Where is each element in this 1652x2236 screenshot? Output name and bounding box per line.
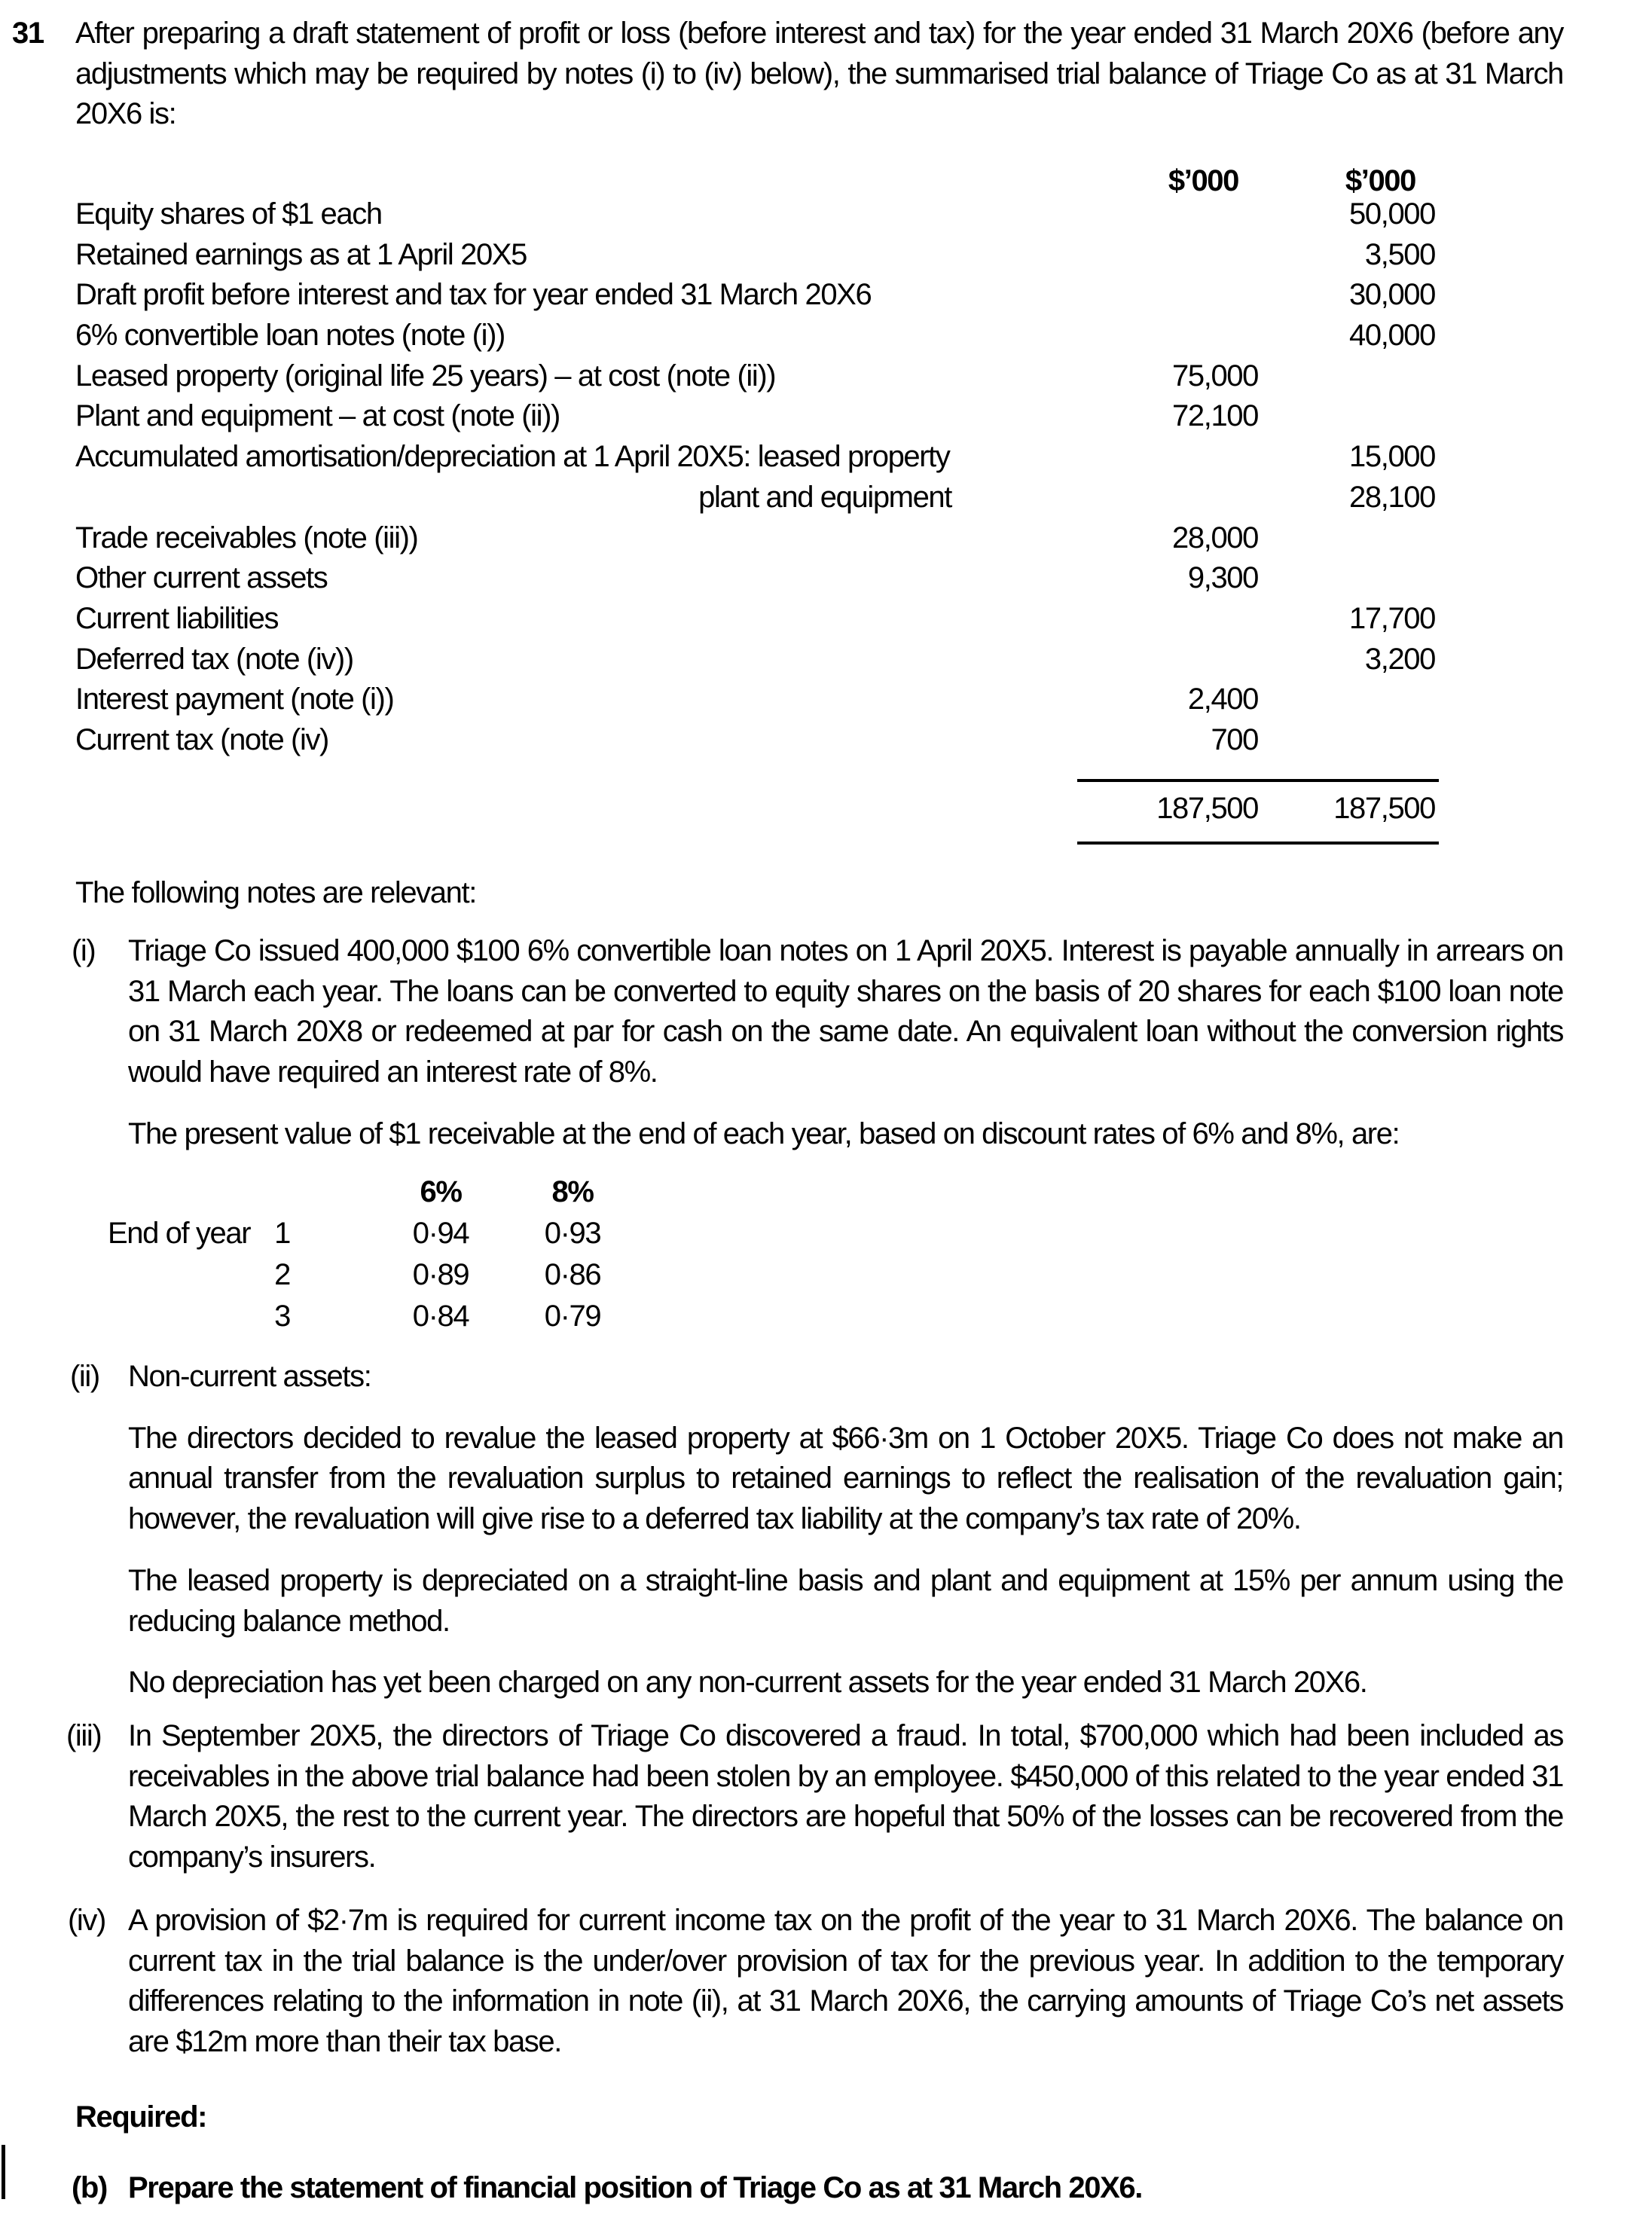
pv-year: 1 xyxy=(274,1217,290,1250)
pv-year: 3 xyxy=(274,1300,290,1333)
note-ii-label: (ii) xyxy=(70,1360,99,1393)
debit-value xyxy=(1070,640,1258,680)
debit-value: 72,100 xyxy=(1172,399,1258,433)
note-paragraph: The directors decided to revalue the leased property at $66·3m on 1 October 20X5. Triage Co does not make an annual transfer from the revaluation surplus to retained earnings to reflect the realisation of the revaluation gain; however, the revaluation will give rise to a deferred tax liability at the company’s tax rate of 20%. xyxy=(128,1421,1563,1536)
account-label: Leased property (original life 25 years) – at cost (note (ii)) xyxy=(75,359,776,393)
note-paragraph: Non-current assets: xyxy=(128,1360,371,1393)
debit-value xyxy=(1070,194,1258,235)
note-paragraph: The present value of $1 receivable at the end of each year, based on discount rates of 6% and 8%, are: xyxy=(128,1116,1400,1150)
total-rule xyxy=(1258,779,1439,782)
debit-value xyxy=(1070,316,1258,356)
note-paragraph: In September 20X5, the directors of Triage Co discovered a fraud. In total, $700,000 which had been included as receivables in the above trial balance had been stolen by an employee. $450,000 of this related to the year ended 31 March 20X5, the rest to the current year. The directors are hopeful that 50% of the losses can be recovered from the company’s insurers. xyxy=(128,1719,1563,1874)
required-item-text: Prepare the statement of financial position of Triage Co as at 31 March 20X6. xyxy=(128,2171,1142,2204)
trial-balance-row xyxy=(75,316,1435,356)
note-i xyxy=(0,931,1563,1155)
debit-value: 700 xyxy=(1211,722,1258,756)
totals-spacer xyxy=(75,789,1070,829)
required-heading: Required: xyxy=(75,2100,207,2134)
note-i-label: (i) xyxy=(72,934,96,967)
account-label: Plant and equipment – at cost (note (ii)) xyxy=(75,399,560,433)
question-intro: After preparing a draft statement of profit or loss (before interest and tax) for the year ended 31 March 20X6 (before any adjustments which may be required by notes (i) to (iv) below), the summarised trial balance of Triage Co as at 31 March 20X6 is: xyxy=(75,17,1563,131)
note-paragraph: No depreciation has yet been charged on any non-current assets for the year ended 31 March 20X6. xyxy=(128,1666,1367,1700)
credit-value: 28,100 xyxy=(1349,480,1435,514)
account-label: Trade receivables (note (iii)) xyxy=(75,521,418,554)
account-label: Equity shares of $1 each xyxy=(75,197,382,231)
notes-intro: The following notes are relevant: xyxy=(75,876,476,909)
account-label: Current liabilities xyxy=(75,601,279,635)
credit-value xyxy=(1258,356,1435,397)
trial-balance-row xyxy=(75,680,1435,720)
debit-value: 28,000 xyxy=(1172,521,1258,554)
credit-value: 17,700 xyxy=(1349,601,1435,635)
debit-column-header: $’000 xyxy=(1168,164,1238,197)
debit-value: 9,300 xyxy=(1187,561,1258,595)
note-iii-label: (iii) xyxy=(66,1719,102,1752)
rule-spacer xyxy=(75,842,1070,845)
credit-value: 50,000 xyxy=(1349,197,1435,231)
credit-value xyxy=(1258,558,1435,599)
pv-value-6pct: 0·89 xyxy=(412,1258,469,1291)
note-ii-body xyxy=(128,1357,1563,1703)
account-label: Current tax (note (iv) xyxy=(75,722,328,756)
credit-value xyxy=(1258,518,1435,559)
debit-rule-cell xyxy=(1070,842,1258,845)
totals-bottom-rule-row xyxy=(75,842,1435,845)
pv-value-8pct: 0·86 xyxy=(544,1258,601,1291)
total-rule xyxy=(1258,842,1439,845)
trial-balance-table xyxy=(75,194,1435,845)
note-iii-body xyxy=(128,1716,1563,1878)
rule-spacer xyxy=(75,779,1070,782)
required-item-label: (b) xyxy=(72,2171,107,2204)
pv-value-8pct: 0·93 xyxy=(544,1217,601,1250)
credit-rule-cell xyxy=(1258,842,1435,845)
trial-balance-totals-row xyxy=(75,789,1435,829)
trial-balance-row xyxy=(75,599,1435,640)
note-ii xyxy=(0,1357,1563,1703)
trial-balance-row xyxy=(75,396,1435,437)
note-paragraph: The leased property is depreciated on a straight-line basis and plant and equipment at 15% per annum using the reducing balance method. xyxy=(128,1563,1563,1638)
pv-value-6pct: 0·94 xyxy=(412,1217,469,1250)
trial-balance-row xyxy=(75,437,1435,478)
trial-balance-row xyxy=(75,194,1435,235)
account-label: 6% convertible loan notes (note (i)) xyxy=(75,319,505,353)
debit-value xyxy=(1070,478,1258,518)
debit-value xyxy=(1070,599,1258,640)
pv-value-6pct: 0·84 xyxy=(412,1300,469,1333)
debit-value xyxy=(1070,275,1258,316)
trial-balance-row xyxy=(75,518,1435,559)
required-item-b xyxy=(0,2168,1563,2209)
pv-row-label: End of year xyxy=(108,1217,251,1250)
credit-rule-cell xyxy=(1258,779,1435,782)
credit-value xyxy=(1258,720,1435,761)
credit-value: 3,200 xyxy=(1364,642,1435,676)
total-rule xyxy=(1077,779,1258,782)
pv-value-8pct: 0·79 xyxy=(544,1300,601,1333)
debit-value xyxy=(1070,437,1258,478)
account-label: Interest payment (note (i)) xyxy=(75,683,394,716)
margin-change-bar xyxy=(2,2145,5,2199)
account-label: Deferred tax (note (iv)) xyxy=(75,642,353,676)
credit-value xyxy=(1258,396,1435,437)
trial-balance-row xyxy=(75,356,1435,397)
credit-value xyxy=(1258,680,1435,720)
note-i-body xyxy=(128,931,1563,1155)
total-debit: 187,500 xyxy=(1156,791,1258,825)
trial-balance-row-continuation xyxy=(75,478,1435,518)
credit-value: 3,500 xyxy=(1364,237,1435,271)
note-iv-label: (iv) xyxy=(68,1904,105,1937)
debit-value: 75,000 xyxy=(1172,359,1258,393)
note-paragraph: A provision of $2·7m is required for current income tax on the profit of the year to 31 March 20X6. The balance on current tax in the trial balance is the under/over provision of tax for the previous year. In addition to the temporary differences relating to the information in note (ii), at 31 March 20X6, the carrying amounts of Triage Co’s net assets are $12m more than their tax base. xyxy=(128,1904,1563,2059)
account-label: Other current assets xyxy=(75,561,328,595)
note-iii xyxy=(0,1716,1563,1878)
note-iv-body xyxy=(128,1901,1563,2063)
account-label: Accumulated amortisation/depreciation at 1 April 20X5: leased property xyxy=(75,440,950,474)
account-label: Retained earnings as at 1 April 20X5 xyxy=(75,237,527,271)
totals-top-rule-row xyxy=(75,779,1435,782)
credit-value: 30,000 xyxy=(1349,278,1435,312)
note-paragraph: Triage Co issued 400,000 $100 6% convertible loan notes on 1 April 20X5. Interest is payable annually in arrears on 31 March each year. The loans can be converted to equity shares on the basis of 20 shares for each $100 loan note on 31 March 20X8 or redeemed at par for cash on the same date. An equivalent loan without the conversion rights would have required an interest rate of 8%. xyxy=(128,934,1563,1089)
account-label: Draft profit before interest and tax for year ended 31 March 20X6 xyxy=(75,278,872,312)
pv-header-8pct: 8% xyxy=(551,1175,594,1208)
trial-balance-row xyxy=(75,558,1435,599)
note-iv xyxy=(0,1901,1563,2063)
debit-value xyxy=(1070,235,1258,276)
account-label: plant and equipment xyxy=(698,480,951,514)
trial-balance-row xyxy=(75,275,1435,316)
total-credit: 187,500 xyxy=(1333,791,1435,825)
credit-column-header: $’000 xyxy=(1345,164,1415,197)
trial-balance-row xyxy=(75,640,1435,680)
question-number: 31 xyxy=(12,17,44,50)
pv-header-6pct: 6% xyxy=(420,1175,462,1208)
total-rule xyxy=(1077,842,1258,845)
trial-balance-row xyxy=(75,235,1435,276)
debit-rule-cell xyxy=(1070,779,1258,782)
credit-value: 15,000 xyxy=(1349,440,1435,474)
credit-value: 40,000 xyxy=(1349,319,1435,353)
debit-value: 2,400 xyxy=(1187,683,1258,716)
trial-balance-row xyxy=(75,720,1435,761)
pv-year: 2 xyxy=(274,1258,290,1291)
